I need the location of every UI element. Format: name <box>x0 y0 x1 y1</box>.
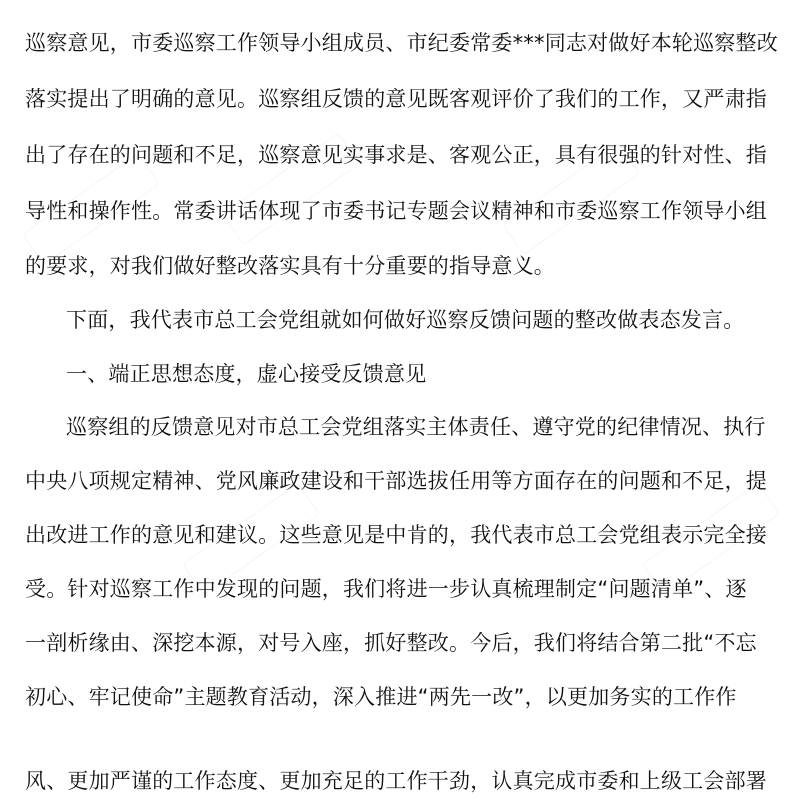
body-text-line: 风、更加严谨的工作态度、更加充足的工作干劲，认真完成市委和上级工会部署 <box>25 769 767 793</box>
body-text-line: 一剖析缘由、深挖本源，对号入座，抓好整改。今后，我们将结合第二批“不忘 <box>25 631 757 655</box>
body-text-line: 巡察意见，市委巡察工作领导小组成员、市纪委常委***同志对做好本轮巡察整改 <box>25 31 778 55</box>
body-text-line: 落实提出了明确的意见。巡察组反馈的意见既客观评价了我们的工作，又严肃指 <box>25 87 767 111</box>
body-text-line: 受。针对巡察工作中发现的问题，我们将进一步认真梳理制定“问题清单”、逐 <box>25 577 747 601</box>
body-text-line: 的要求，对我们做好整改落实具有十分重要的指导意义。 <box>25 254 555 278</box>
body-text-line: 出改进工作的意见和建议。这些意见是中肯的，我代表市总工会党组表示完全接 <box>25 523 767 547</box>
body-text-line: 初心、牢记使命”主题教育活动，深入推进“两先一改”，以更加务实的工作作 <box>25 685 737 709</box>
top-cutoff-edge <box>0 0 800 10</box>
paragraph-line: 巡察组的反馈意见对市总工会党组落实主体责任、遵守党的纪律情况、执行 <box>66 415 766 439</box>
body-text-line: 中央八项规定精神、党风廉政建设和干部选拔任用等方面存在的问题和不足，提 <box>25 469 767 493</box>
body-text-line: 出了存在的问题和不足，巡察意见实事求是、客观公正，具有很强的针对性、指 <box>25 143 767 167</box>
paragraph-line: 下面，我代表市总工会党组就如何做好巡察反馈问题的整改做表态发言。 <box>66 308 745 332</box>
section-heading: 一、端正思想态度，虚心接受反馈意见 <box>66 362 427 386</box>
body-text-line: 导性和操作性。常委讲话体现了市委书记专题会议精神和市委巡察工作领导小组 <box>25 199 767 223</box>
